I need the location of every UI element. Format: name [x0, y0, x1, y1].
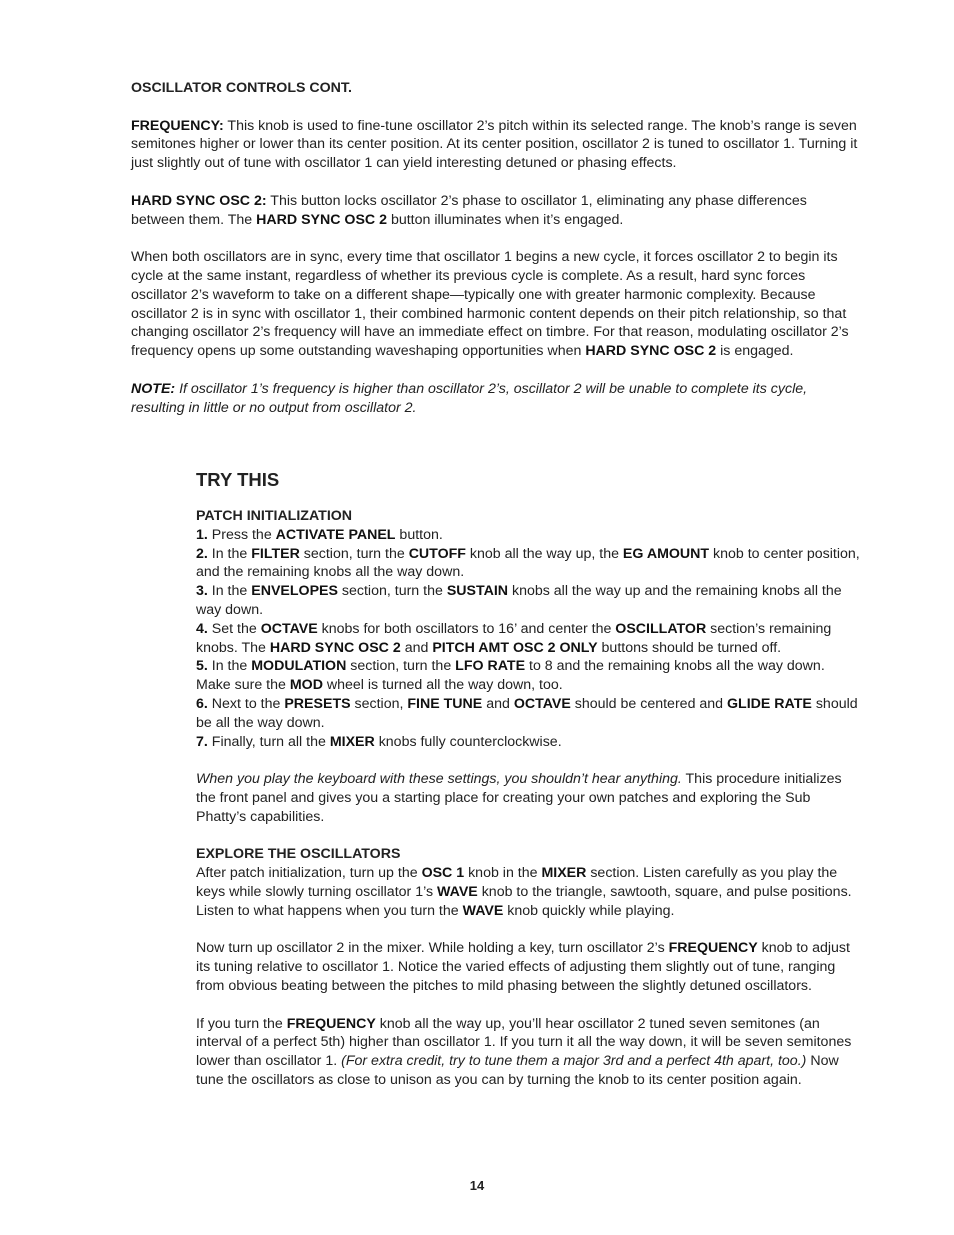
body-text: wheel is turned all the way down, too.: [322, 677, 563, 694]
patch-step: [196, 695, 861, 733]
body-text: knob quickly while playing.: [503, 902, 675, 919]
body-text: knob to the triangle, sawtooth, square, and pulse positions. Listen to what happens when you turn the: [196, 883, 852, 919]
body-text: section, turn the: [337, 583, 447, 600]
patch-init-steps: [196, 526, 861, 752]
body-text: After patch initialization, turn up the: [196, 865, 422, 882]
body-text: knob all the way up, the: [465, 545, 623, 562]
try-this-box: [196, 468, 861, 1109]
patch-step: [196, 526, 861, 545]
frequency-label: FREQUENCY:: [131, 117, 224, 134]
bold-control-name: OSC 1: [421, 865, 465, 882]
bold-control-name: PRESETS: [284, 695, 351, 712]
body-text: Now turn up oscillator 2 in the mixer. While holding a key, turn oscillator 2’s: [196, 940, 669, 957]
body-text: knob to center position, and the remaining knobs all the way down.: [196, 545, 860, 581]
bold-control-name: HARD SYNC OSC 2: [269, 639, 401, 656]
body-text: should be all the way down.: [196, 695, 858, 731]
frequency-paragraph: [131, 117, 861, 173]
bold-control-name: WAVE: [462, 902, 504, 919]
body-text: section,: [350, 695, 408, 712]
body-text: section, turn the: [346, 658, 456, 675]
closing-text: This procedure initializes the front panel and gives you a starting place for creating your own patches and exploring the Sub Phatty’s capabilities.: [196, 771, 842, 825]
body-text: section, turn the: [299, 545, 409, 562]
step-number: 6.: [196, 695, 208, 712]
step-number: 2.: [196, 545, 208, 562]
sync-text: When both oscillators are in sync, every time that oscillator 1 begins a new cycle, it forces oscillator 2 to begin its cycle at the same instant, regardless of whether its previous cycle is complete. As a result, hard sync forces oscillator 2’s waveform to take on a different shape—typically one with greater harmonic complexity. Because oscillator 2 is in sync with oscillator 1, their combined harmonic content depends on their pitch relationship, so that changing oscillator 2’s frequency will have an immediate effect on timbre. For that reason, modulating oscillator 2’s frequency opens up some outstanding waveshaping opportunities when: [131, 249, 849, 360]
bold-control-name: MIXER: [541, 865, 587, 882]
note-label: NOTE:: [131, 380, 176, 397]
step-number: 3.: [196, 583, 208, 600]
body-text: to 8 and the remaining knobs all the way down. Make sure the: [196, 658, 825, 694]
body-text: knob in the: [464, 865, 542, 882]
hard-sync-bold: HARD SYNC OSC 2: [256, 211, 388, 228]
step-number: 7.: [196, 733, 208, 750]
body-text: If you turn the: [196, 1015, 287, 1032]
body-text: knob to adjust its tuning relative to oscillator 1. Notice the varied effects of adjusting them slightly out of tune, ranging from obvious beating between the pitches to mild phasing between the slightly detuned oscillators.: [196, 940, 850, 994]
section-heading: OSCILLATOR CONTROLS CONT.: [131, 80, 352, 96]
body-text: button.: [395, 526, 443, 543]
bold-control-name: MODULATION: [251, 658, 347, 675]
body-text: and: [400, 639, 433, 656]
body-text: knobs all the way up and the remaining knobs all the way down.: [196, 583, 842, 618]
patch-step: [196, 582, 861, 620]
sync-text-end: is engaged.: [716, 343, 794, 360]
hard-sync-text: This button locks oscillator 2’s phase to oscillator 1, eliminating any phase differences between them. The: [131, 192, 807, 228]
body-text: buttons should be turned off.: [597, 639, 782, 656]
body-text: Now tune the oscillators as close to unison as you can by turning the knob to its center position again.: [196, 1053, 839, 1088]
bold-control-name: GLIDE RATE: [727, 695, 812, 712]
italic-aside: (For extra credit, try to tune them a major 3rd and a perfect 4th apart, too.): [341, 1053, 807, 1070]
body-text: section. Listen carefully as you play the keys while slowly turning oscillator 1’s: [196, 865, 838, 900]
body-text: Press the: [207, 526, 276, 543]
body-text: knob all the way up, you’ll hear oscillator 2 tuned seven semitones (an interval of a perfect 5th) higher than oscillator 1. If you turn it all the way down, it will be seven semitones lower than oscillator 1.: [196, 1015, 852, 1070]
bold-control-name: FINE TUNE: [407, 695, 483, 712]
bold-control-name: SUSTAIN: [446, 583, 509, 600]
explore-paragraph-2: [196, 939, 861, 995]
bold-control-name: ENVELOPES: [251, 583, 338, 600]
main-content: [131, 79, 861, 436]
patch-step: [196, 545, 861, 583]
patch-step: [196, 620, 861, 658]
note-text: If oscillator 1’s frequency is higher than oscillator 2’s, oscillator 2 will be unable to complete its cycle, resulting in little or no output from oscillator 2.: [131, 380, 808, 416]
body-text: In the: [207, 583, 252, 600]
step-number: 1.: [196, 526, 208, 543]
body-text: knobs for both oscillators to 16’ and center the: [317, 620, 616, 637]
bold-control-name: WAVE: [437, 883, 478, 900]
body-text: Finally, turn all the: [207, 733, 330, 750]
sync-explanation-paragraph: [131, 248, 861, 361]
note-paragraph: [131, 380, 861, 418]
patch-step: [196, 657, 861, 695]
patch-step: [196, 733, 861, 752]
bold-control-name: FREQUENCY: [668, 940, 758, 957]
sync-bold: HARD SYNC OSC 2: [585, 343, 717, 360]
bold-control-name: FREQUENCY: [286, 1015, 376, 1032]
bold-control-name: LFO RATE: [455, 658, 526, 675]
body-text: section’s remaining knobs. The: [196, 620, 832, 656]
step-number: 5.: [196, 658, 208, 675]
bold-control-name: EG AMOUNT: [622, 545, 710, 562]
body-text: In the: [207, 545, 252, 562]
try-this-title: TRY THIS: [196, 469, 280, 490]
body-text: and: [482, 695, 514, 712]
page-number: 14: [469, 1178, 485, 1193]
bold-control-name: PITCH AMT OSC 2 ONLY: [432, 639, 598, 656]
patch-init-closing: [196, 770, 861, 826]
step-number: 4.: [196, 620, 208, 637]
explore-paragraph-1: [196, 864, 861, 920]
bold-control-name: OCTAVE: [513, 695, 571, 712]
bold-control-name: FILTER: [251, 545, 300, 562]
hard-sync-paragraph: [131, 192, 861, 230]
explore-title: EXPLORE THE OSCILLATORS: [196, 846, 401, 863]
hard-sync-label: HARD SYNC OSC 2:: [131, 192, 267, 209]
explore-paragraph-3: [196, 1015, 861, 1090]
bold-control-name: MOD: [289, 677, 323, 694]
bold-control-name: OSCILLATOR: [615, 620, 707, 637]
bold-control-name: MIXER: [329, 733, 375, 750]
bold-control-name: ACTIVATE PANEL: [275, 526, 396, 543]
bold-control-name: OCTAVE: [260, 620, 318, 637]
body-text: should be centered and: [570, 695, 728, 712]
closing-italic: When you play the keyboard with these settings, you shouldn’t hear anything.: [196, 771, 682, 788]
body-text: Set the: [207, 620, 261, 637]
body-text: knobs fully counterclockwise.: [374, 733, 562, 750]
patch-init-title: PATCH INITIALIZATION: [196, 508, 353, 524]
frequency-text: This knob is used to fine-tune oscillator 2’s pitch within its selected range. The knob’s range is seven semitones higher or lower than its center position. At its center position, oscillator 2 is tuned to oscillator 1. Turning it just slightly out of tune with oscillator 1 can yield interesting detuned or phasing effects.: [131, 117, 858, 172]
bold-control-name: CUTOFF: [408, 545, 466, 562]
hard-sync-text-end: button illuminates when it’s engaged.: [387, 211, 624, 228]
body-text: In the: [207, 658, 252, 675]
body-text: Next to the: [207, 695, 285, 712]
